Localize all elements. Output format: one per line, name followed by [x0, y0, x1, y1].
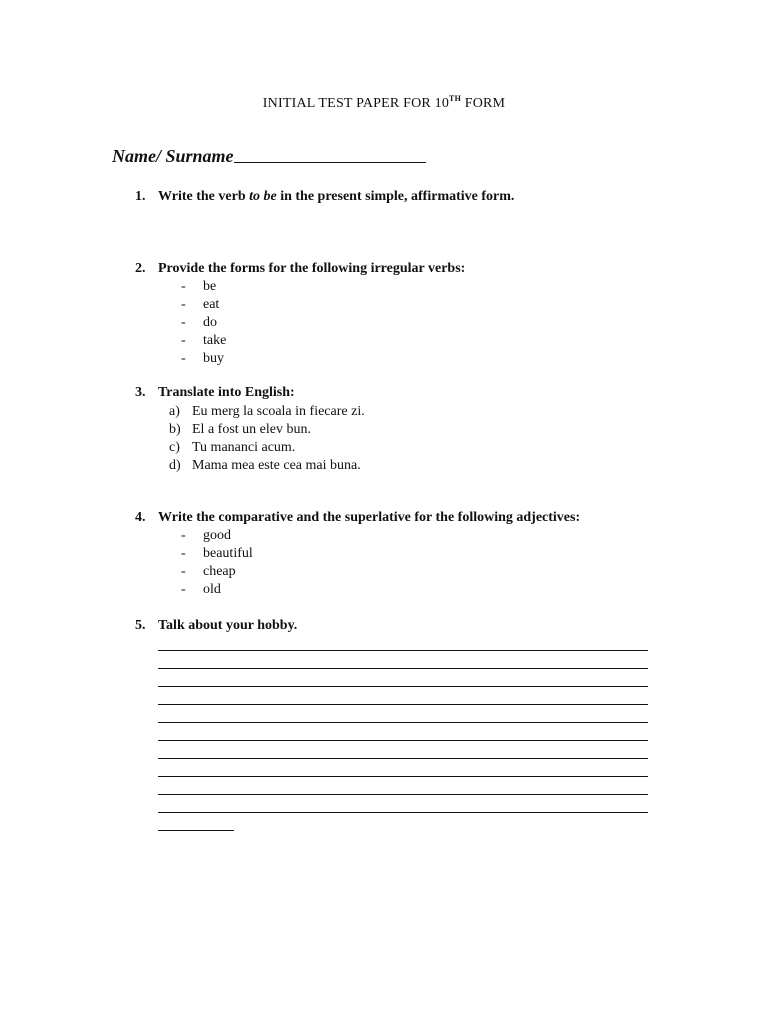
- answer-line[interactable]: [158, 776, 648, 794]
- answer-line-short[interactable]: [158, 830, 234, 832]
- list-item: [181, 545, 253, 563]
- list-item: [181, 278, 226, 296]
- list-item: [181, 296, 226, 314]
- question-text: Talk about your hobby.: [158, 618, 298, 633]
- dash-marker: -: [181, 351, 186, 366]
- name-blank-line[interactable]: [234, 146, 426, 163]
- question-number: 5.: [135, 618, 146, 633]
- list-item: [181, 581, 253, 599]
- list-item: [181, 350, 226, 368]
- list-item-text: eat: [203, 297, 220, 312]
- question-4: [135, 510, 580, 526]
- question-text: Write the verb: [158, 189, 250, 204]
- list-item-text: Mama mea este cea mai buna.: [192, 458, 361, 473]
- answer-line[interactable]: [158, 686, 648, 704]
- hobby-answer-lines: [158, 650, 648, 832]
- list-item-text: El a fost un elev bun.: [192, 422, 311, 437]
- irregular-verbs-list: [181, 278, 226, 368]
- answer-line[interactable]: [158, 794, 648, 812]
- list-item-text: beautiful: [203, 546, 253, 561]
- question-number: 2.: [135, 261, 146, 276]
- answer-line[interactable]: [158, 704, 648, 722]
- question-text: in the present simple, affirmative form.: [276, 189, 515, 204]
- question-5: [135, 618, 297, 634]
- adjectives-list: [181, 527, 253, 599]
- title-text: INITIAL TEST PAPER FOR 10: [262, 96, 450, 111]
- answer-line[interactable]: [158, 758, 648, 776]
- list-item: [181, 332, 226, 350]
- list-item-text: take: [203, 333, 227, 348]
- answer-line[interactable]: [158, 722, 648, 740]
- dash-marker: -: [181, 279, 186, 294]
- title-suffix: FORM: [461, 96, 506, 111]
- translation-sentences-list: [169, 403, 365, 475]
- name-surname-label: Name/ Surname: [112, 146, 234, 166]
- list-item-text: Tu mananci acum.: [192, 440, 296, 455]
- list-item: [169, 439, 365, 457]
- letter-marker: a): [169, 404, 180, 419]
- dash-marker: -: [181, 315, 186, 330]
- question-2: [135, 261, 465, 277]
- question-text: Provide the forms for the following irregular verbs:: [158, 261, 466, 276]
- question-text: Translate into English:: [158, 385, 295, 400]
- dash-marker: -: [181, 297, 186, 312]
- list-item: [181, 314, 226, 332]
- list-item-text: buy: [203, 351, 224, 366]
- list-item-text: good: [203, 528, 231, 543]
- list-item: [169, 403, 365, 421]
- list-item: [169, 457, 365, 475]
- question-number: 3.: [135, 385, 146, 400]
- dash-marker: -: [181, 333, 186, 348]
- question-text: Write the comparative and the superlative for the following adjectives:: [158, 510, 581, 525]
- question-3: [135, 385, 295, 401]
- dash-marker: -: [181, 564, 186, 579]
- letter-marker: d): [169, 458, 181, 473]
- list-item-text: cheap: [203, 564, 236, 579]
- page-title: [0, 94, 768, 112]
- answer-line[interactable]: [158, 668, 648, 686]
- list-item-text: old: [203, 582, 221, 597]
- question-1: [135, 189, 514, 205]
- list-item: [181, 527, 253, 545]
- letter-marker: c): [169, 440, 180, 455]
- title-superscript: TH: [449, 94, 462, 103]
- answer-line[interactable]: [158, 812, 648, 830]
- answer-line[interactable]: [158, 650, 648, 668]
- dash-marker: -: [181, 546, 186, 561]
- list-item-text: do: [203, 315, 217, 330]
- dash-marker: -: [181, 582, 186, 597]
- question-number: 4.: [135, 510, 146, 525]
- question-number: 1.: [135, 189, 146, 204]
- letter-marker: b): [169, 422, 181, 437]
- list-item: [169, 421, 365, 439]
- question-text-italic: to be: [249, 189, 277, 204]
- list-item: [181, 563, 253, 581]
- list-item-text: be: [203, 279, 217, 294]
- dash-marker: -: [181, 528, 186, 543]
- name-surname-field: [112, 146, 426, 167]
- list-item-text: Eu merg la scoala in fiecare zi.: [192, 404, 365, 419]
- answer-line[interactable]: [158, 740, 648, 758]
